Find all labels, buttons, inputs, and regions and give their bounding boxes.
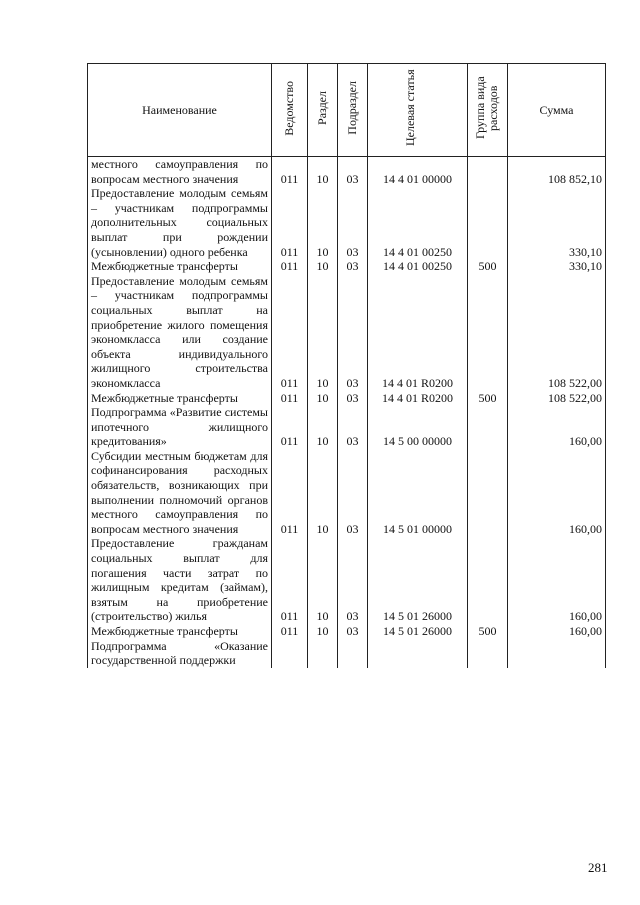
table-row bbox=[88, 536, 606, 624]
cell-amount: 108 522,00 bbox=[508, 391, 606, 406]
cell-amount: 160,00 bbox=[508, 449, 606, 537]
cell-target-article: 14 4 01 R0200 bbox=[368, 274, 468, 391]
cell-amount: 160,00 bbox=[508, 405, 606, 449]
cell-department: 011 bbox=[272, 405, 308, 449]
cell-target-article: 14 4 01 00250 bbox=[368, 186, 468, 259]
cell-expense-group: 500 bbox=[468, 624, 508, 639]
cell-expense-group: 500 bbox=[468, 259, 508, 274]
cell-amount: 108 852,10 bbox=[508, 157, 606, 187]
cell-target-article: 14 5 01 00000 bbox=[368, 449, 468, 537]
cell-name: Межбюджетные трансферты bbox=[88, 624, 272, 639]
table-row bbox=[88, 259, 606, 274]
cell-amount: 160,00 bbox=[508, 624, 606, 639]
cell-amount: 160,00 bbox=[508, 536, 606, 624]
header-target-article: Целевая статья bbox=[368, 64, 468, 157]
header-expense-group: Группа вида расходов bbox=[468, 64, 508, 157]
cell-section: 10 bbox=[308, 391, 338, 406]
cell-section: 10 bbox=[308, 536, 338, 624]
table-row bbox=[88, 624, 606, 639]
cell-target-article: 14 4 01 00250 bbox=[368, 259, 468, 274]
table-row bbox=[88, 449, 606, 537]
cell-expense-group bbox=[468, 157, 508, 187]
cell-subsection: 03 bbox=[338, 259, 368, 274]
cell-amount: 330,10 bbox=[508, 186, 606, 259]
cell-name: Подпрограмма «Оказание государственной поддержки bbox=[88, 639, 272, 668]
cell-section: 10 bbox=[308, 274, 338, 391]
header-name: Наименование bbox=[88, 64, 272, 157]
cell-name: Субсидии местным бюджетам для софинансирования расходных обязательств, возникающих при выполнении полномочий органов местного самоуправления по вопросам местного значения bbox=[88, 449, 272, 537]
cell-section: 10 bbox=[308, 405, 338, 449]
cell-section: 10 bbox=[308, 624, 338, 639]
cell-section: 10 bbox=[308, 449, 338, 537]
cell-target-article bbox=[368, 639, 468, 668]
cell-name: Предоставление гражданам социальных выплат для погашения части затрат по жилищным кредитам (займам), взятым на приобретение (строительство) жилья bbox=[88, 536, 272, 624]
cell-department: 011 bbox=[272, 259, 308, 274]
cell-subsection: 03 bbox=[338, 624, 368, 639]
page-number: 281 bbox=[588, 860, 608, 875]
cell-amount: 108 522,00 bbox=[508, 274, 606, 391]
cell-subsection: 03 bbox=[338, 391, 368, 406]
cell-expense-group bbox=[468, 449, 508, 537]
cell-section bbox=[308, 639, 338, 668]
cell-target-article: 14 5 00 00000 bbox=[368, 405, 468, 449]
cell-expense-group: 500 bbox=[468, 391, 508, 406]
budget-table bbox=[87, 63, 606, 668]
cell-name: Подпрограмма «Развитие системы ипотечного жилищного кредитования» bbox=[88, 405, 272, 449]
cell-department: 011 bbox=[272, 449, 308, 537]
cell-subsection: 03 bbox=[338, 536, 368, 624]
cell-amount: 330,10 bbox=[508, 259, 606, 274]
cell-subsection: 03 bbox=[338, 274, 368, 391]
cell-department: 011 bbox=[272, 186, 308, 259]
table-row bbox=[88, 639, 606, 668]
cell-target-article: 14 5 01 26000 bbox=[368, 536, 468, 624]
cell-target-article: 14 4 01 R0200 bbox=[368, 391, 468, 406]
table-header-row bbox=[88, 64, 606, 157]
cell-subsection: 03 bbox=[338, 449, 368, 537]
cell-expense-group bbox=[468, 274, 508, 391]
cell-department: 011 bbox=[272, 624, 308, 639]
cell-name: Предоставление молодым семьям – участникам подпрограммы дополнительных социальных выплат при рождении (усыновлении) одного ребенка bbox=[88, 186, 272, 259]
cell-expense-group bbox=[468, 186, 508, 259]
cell-expense-group bbox=[468, 405, 508, 449]
cell-subsection: 03 bbox=[338, 405, 368, 449]
cell-expense-group bbox=[468, 536, 508, 624]
table-body bbox=[88, 157, 606, 668]
header-amount: Сумма bbox=[508, 64, 606, 157]
cell-department: 011 bbox=[272, 391, 308, 406]
cell-section: 10 bbox=[308, 259, 338, 274]
table-row bbox=[88, 405, 606, 449]
header-department: Ведомство bbox=[272, 64, 308, 157]
cell-section: 10 bbox=[308, 157, 338, 187]
cell-department: 011 bbox=[272, 536, 308, 624]
header-subsection: Подраздел bbox=[338, 64, 368, 157]
cell-subsection: 03 bbox=[338, 186, 368, 259]
cell-department: 011 bbox=[272, 274, 308, 391]
cell-amount bbox=[508, 639, 606, 668]
cell-expense-group bbox=[468, 639, 508, 668]
cell-department bbox=[272, 639, 308, 668]
cell-subsection: 03 bbox=[338, 157, 368, 187]
table-row bbox=[88, 274, 606, 391]
cell-name: Предоставление молодым семьям – участникам подпрограммы социальных выплат на приобретение жилого помещения экономкласса или создание объекта индивидуального жилищного строительства экономкласса bbox=[88, 274, 272, 391]
cell-section: 10 bbox=[308, 186, 338, 259]
cell-target-article: 14 4 01 00000 bbox=[368, 157, 468, 187]
cell-name: Межбюджетные трансферты bbox=[88, 259, 272, 274]
cell-name: Межбюджетные трансферты bbox=[88, 391, 272, 406]
cell-name: местного самоуправления по вопросам местного значения bbox=[88, 157, 272, 187]
table-row bbox=[88, 391, 606, 406]
cell-subsection bbox=[338, 639, 368, 668]
table-row bbox=[88, 186, 606, 259]
header-section: Раздел bbox=[308, 64, 338, 157]
cell-department: 011 bbox=[272, 157, 308, 187]
cell-target-article: 14 5 01 26000 bbox=[368, 624, 468, 639]
table-row bbox=[88, 157, 606, 187]
